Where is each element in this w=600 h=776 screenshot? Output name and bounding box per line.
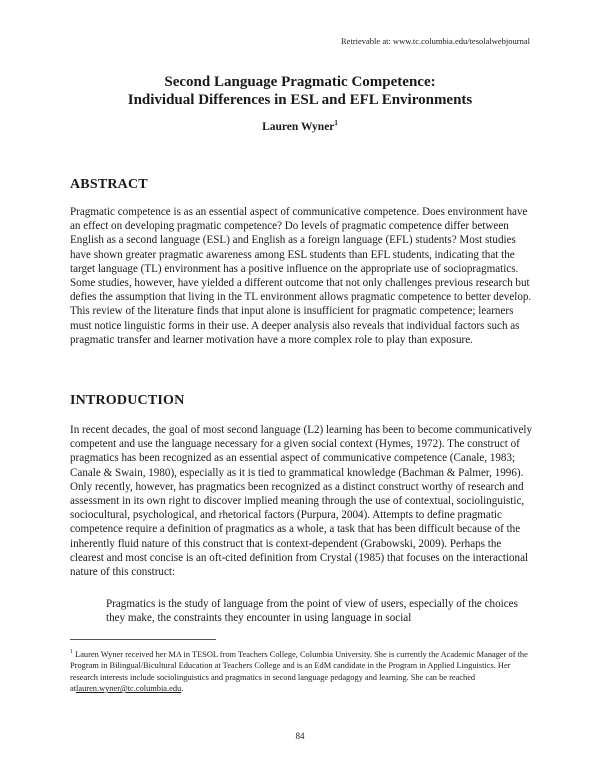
- author-name: Lauren Wyner: [262, 120, 335, 133]
- footnote-end: .: [181, 684, 184, 694]
- footnote-divider: [70, 639, 216, 640]
- retrieval-header: Retrievable at: www.tc.columbia.edu/tesolalwebjournal: [341, 36, 530, 46]
- author-line: [0, 119, 600, 133]
- abstract-heading: ABSTRACT: [70, 177, 148, 192]
- author-footnote-mark[interactable]: 1: [334, 119, 338, 127]
- footnote-mark: 1: [70, 649, 73, 655]
- footnote-text: Lauren Wyner received her MA in TESOL from Teachers College, Columbia University. She is currently the Academic Manager of the Program in Bilingual/Bicultural Education at Teachers College and is an EdM candidate in the Program in Applied Linguistics. Her research interests include sociolinguistics and pragmatics in second language pedagogy and learning. She can be reached at: [70, 649, 528, 694]
- introduction-heading: INTRODUCTION: [70, 393, 185, 408]
- block-quote: Pragmatics is the study of language from the point of view of users, especially of the choices they make, the constraints they encounter in using language in social: [106, 598, 518, 625]
- title-line-2: Individual Differences in ESL and EFL Environments: [127, 92, 473, 108]
- introduction-text: In recent decades, the goal of most second language (L2) learning has been to become communicatively competent and use the language necessary for a given social context (Hymes, 1972). The construct of pragmatics has been recognized as an essential aspect of communicative competence (Canale, 1983; Canale & Swain, 1980), especially as it is tied to grammatical knowledge (Bachman & Palmer, 1996). Only recently, however, has pragmatics been recognized as a distinct construct worthy of research and assessment in its own right to discover implied meaning through the use of contextual, sociolinguistic, sociocultural, psychological, and rhetorical factors (Purpura, 2004). Attempts to define pragmatic competence require a definition of pragmatics as a whole, a task that has been difficult because of the inherently fluid nature of this construct that is context-dependent (Grabowski, 2009). Perhaps the clearest and most concise is an oft-cited definition from Crystal (1985) that focuses on the interactional nature of this construct:: [70, 424, 533, 579]
- title-line-1: Second Language Pragmatic Competence:: [164, 74, 436, 90]
- paper-title: [0, 73, 600, 109]
- author-email-link[interactable]: lauren.wyner@tc.columbia.edu: [76, 684, 182, 694]
- abstract-text: Pragmatic competence is as an essential aspect of communicative competence. Does environment have an effect on developing pragmatic competence? Do levels of pragmatic competence differ between English as a second language (ESL) and English as a foreign language (EFL) students? Most studies have shown greater pragmatic awareness among ESL students than EFL students, indicating that the target language (TL) environment has a positive influence on the appropriate use of sociopragmatics. Some studies, however, have yielded a different outcome that not only challenges previous research but defies the assumption that living in the TL environment allows pragmatic competence to better develop. This review of the literature finds that input alone is insufficient for pragmatic competence; learners must notice linguistic forms in their use. A deeper analysis also reveals that individual factors such as pragmatic transfer and learner motivation have a more complex role to play than exposure.: [70, 206, 532, 346]
- page-number: 84: [295, 731, 305, 741]
- footnote: [70, 647, 534, 694]
